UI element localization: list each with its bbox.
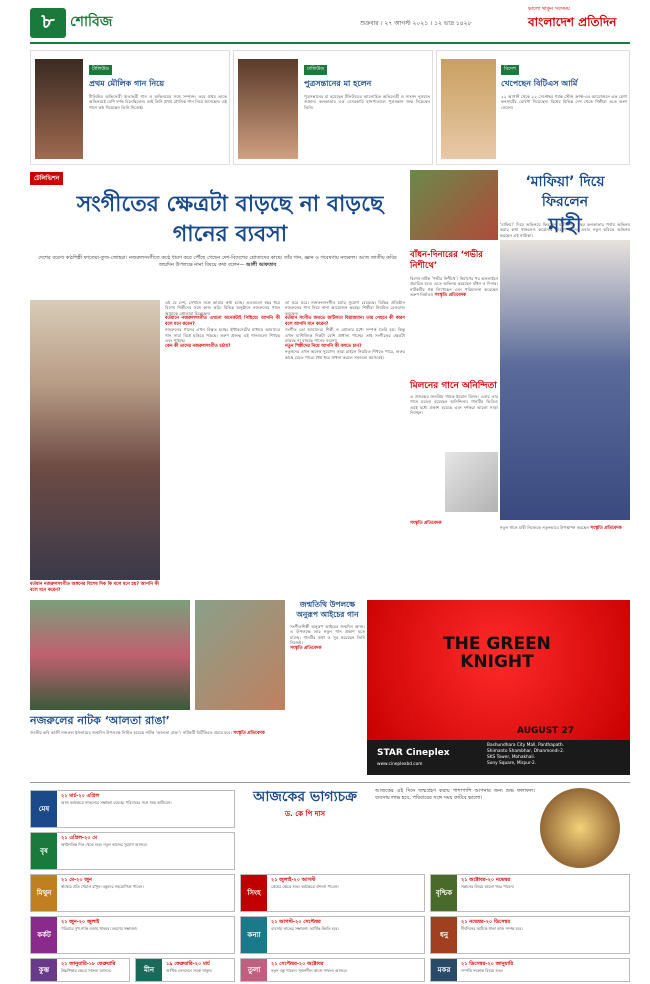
horoscope-author: ড. কে পি দাস [285, 810, 325, 818]
story-tag: ঢালিউড [304, 65, 327, 75]
drama-title: নজরুলের নাটক ‘আলতা রাঙা’ [30, 714, 170, 727]
sign-dates: ২১ মে-২০ জুন [61, 877, 92, 883]
story-column-1 [165, 300, 280, 590]
ad-title: THE GREEN KNIGHT [443, 634, 551, 672]
sign-label: কর্কট [31, 917, 57, 953]
sign-label: বৃশ্চিক [431, 875, 457, 911]
page-number: ৮ [30, 8, 66, 38]
author: আলী আফতাব [246, 262, 277, 268]
mahi-caption [500, 525, 630, 532]
horoscope-pisces [135, 958, 235, 982]
sign-label: মিথুন [31, 875, 57, 911]
credit: সংস্কৃতি প্রতিবেদক [434, 293, 467, 299]
horoscope-intro: আজকের এই দিনে জন্মগ্রহণ করায় পাশাপাশি আপনার জন্য শুভ ফলাফল। ব্যবসায় লাভ হবে, পরিবারের সঙ্গে সময় কাটবে ভালো। [375, 788, 535, 801]
intro-text: দেশের বরেণ্য কণ্ঠশিল্পী ফাতেমা-তুজ-জোহরা। নজরুলসংগীতে কণ্ঠে ধারণ করে পৌঁছে গেছেন দেশ-বিদেশের শ্রোতাদের কাছে। তাঁর গান, জ্ঞান ও গবেষণায় নজরুল। আজ জাতীয় কবির জন্মদিন উপলক্ষে নানা বিষয়ে কথা বলেন— [38, 255, 397, 268]
side-story-title: বাঁধন-দিনারের ‘গভীর নিশীথে’ [410, 250, 483, 271]
milon-text [410, 394, 498, 416]
milon-photo [445, 452, 498, 512]
birthday-text: সংগীতশিল্পী অনুরূপ আইচের জন্মদিন আজ। এ উপলক্ষে তার নতুন গান প্রকাশ হতে যাচ্ছে। গানটির কথা ও সুর করেছেন তিনি নিজেই। [290, 624, 365, 646]
credit: সংস্কৃতি প্রতিবেদক [233, 731, 265, 736]
top-story-2 [233, 50, 433, 165]
cinema-locations [487, 743, 627, 767]
paragraph: তা ঘরে ঘরে। নজরুলসংগীত চর্চার সুযোগ বেড়েছে। বিভিন্ন প্রতিষ্ঠান নজরুলের গান নিয়ে নানা আয়োজন করছে। শিল্পীরা নিয়মিত রেওয়াজ করছেন। [285, 300, 405, 316]
horoscope-virgo [240, 916, 425, 954]
horoscope-aries [30, 790, 235, 828]
story-title: খেপেছেন বিটিএস আর্মি [501, 79, 578, 88]
sign-text: প্রেমের ক্ষেত্রে শুভ। কর্মক্ষেত্রে প্রশংসা পাবেন। [271, 884, 339, 889]
main-intro [30, 255, 405, 269]
sign-text: সন্তানের বিষয়ে ভালো খবর পাবেন। [461, 884, 515, 889]
question: বর্তমানে নজরুলসংগীত এখনো অনেকটাই পিছিয়ে। আপনি কী বলে মনে করেন? [165, 316, 280, 327]
sign-text: অর্থনৈতিক দিক থেকে শুভ। নতুন কাজের সুযোগ আসবে। [61, 842, 147, 847]
birthday-title: জন্মতিথি উপলক্ষে অনুরূপ আইচের গান [296, 600, 359, 619]
drama-photo [30, 600, 190, 710]
masthead [0, 0, 650, 50]
horoscope-taurus [30, 832, 235, 870]
sign-dates: ২১ সেপ্টেম্বর-২০ অক্টোবর [271, 961, 324, 967]
location-item: SKS Tower, Mohakhali. [487, 755, 536, 760]
story-title: পুত্রসন্তানের মা হলেন [304, 79, 372, 88]
story-tag: টালিউড [89, 65, 112, 75]
mahi-title-name: মাহী [548, 213, 582, 237]
sign-label: কন্যা [241, 917, 267, 953]
photo-caption: বর্তমান নজরুলসংগীত অঙ্গনের বিশেষ দিক কি বলে মনে হয়? আপনি কী বলে মনে করেন? [30, 582, 159, 593]
horoscope-scorpio [430, 874, 630, 912]
horoscope-gemini [30, 874, 235, 912]
sign-dates: ২১ এপ্রিল-২০ মে [61, 835, 98, 841]
story-photo [441, 59, 496, 159]
paragraph: এ প্রজন্মের জনপ্রিয় গায়ক ইমরান মিলন। এবার তার গানে মডেল হয়েছেন অনিন্দিতা। গানটির ভিডিও এরই মধ্যে প্রকাশ হয়েছে এবং দর্শকরা ভালো সাড়া দিচ্ছেন। [410, 394, 498, 416]
credit: সংস্কৃতি প্রতিবেদক [410, 521, 442, 526]
sign-dates: ২১ নভেম্বর-২০ ডিসেম্বর [461, 919, 511, 925]
sign-text: নতুন বন্ধু পাবেন। সৃজনশীল কাজে সাফল্য আসবে। [271, 968, 347, 973]
horoscope-header [240, 788, 370, 868]
ad-date: AUGUST 27 [517, 726, 574, 736]
sign-label: সিংহ [241, 875, 267, 911]
question: বর্তমান সংগীত জগতে জটিলতা বিরাজমান। তার পেছনে কী কারণ বলে আপনি মনে করেন? [285, 316, 405, 327]
paragraph: জাতীয় কবি কাজী নজরুল ইসলামের জন্মদিন উপলক্ষে নির্মিত হয়েছে নাটক ‘আলতা রাঙা’। নাটকটি বিটিভিতে প্রচার হবে। [30, 730, 232, 735]
paragraph: নতুনদের এখন অনেক সুযোগ। তারা চাইলে নিয়মিত শিখতে পারে, গুরুর কাছে যেতে পারে। ধৈর্য ধরে সাধনা করলে সফলতা আসবেই। [285, 349, 405, 360]
story-tag: টেলিভিশন [30, 172, 63, 185]
question: নতুন শিল্পীদের নিয়ে আপনি কী বলতে চান? [285, 343, 362, 349]
sign-label: মীন [136, 959, 162, 981]
sign-dates: ১৯ ফেব্রুয়ারি-২০ মার্চ [166, 961, 210, 967]
side-story-photo [410, 170, 498, 240]
story-text: ২২ আগস্ট থেকে ২২ সেপ্টেম্বর পর্যন্ত স্টেজ ক্রাফ্ট-এর আয়োজনে এক মেগা কনসার্টের ঘোষণা দিয়েছেন। বিশ্বের বিভিন্ন দেশ থেকে শিল্পীরা এতে অংশ নেবেন। [501, 94, 627, 110]
location-item: Bashundhara City Mall, Panthapath. [487, 743, 565, 748]
sign-dates: ২১ অক্টোবর-২০ নভেম্বর [461, 877, 511, 883]
logo-tagline: ভালো থাকুন সবসময় [528, 6, 570, 12]
drama-photo-2 [195, 600, 285, 710]
sign-label: মেষ [31, 791, 57, 827]
movie-advertisement[interactable] [367, 600, 630, 775]
sign-text: পরিবারে সুখ-শান্তি বজায় থাকবে। ভ্রমণের সম্ভাবনা। [61, 926, 138, 931]
horoscope-aquarius [30, 958, 130, 982]
sign-label: কুম্ভ [31, 959, 57, 981]
cinema-name: STAR Cineplex [377, 748, 450, 758]
horoscope-capricorn [430, 958, 630, 982]
sign-text: ব্যবসায় লাভের সম্ভাবনা। আর্থিক উন্নতি হবে। [271, 926, 339, 931]
sign-dates: ২১ মার্চ-২০ এপ্রিল [61, 793, 100, 799]
drama-text [30, 730, 360, 737]
story-column-2 [285, 300, 405, 590]
horoscope-sagittarius [430, 916, 630, 954]
mahi-title-top: ‘মাফিয়া’ দিয়ে ফিরলেন [525, 174, 605, 210]
top-story-1 [30, 50, 230, 165]
story-title: প্রথম মৌলিক গান নিয়ে [89, 79, 165, 88]
milon-title: মিলনের গানে অনিন্দিতা [410, 381, 497, 391]
horoscope-rule [30, 782, 630, 783]
sign-text: স্বাস্থ্যের প্রতি খেয়াল রাখুন। বন্ধুদের সহযোগিতা পাবেন। [61, 884, 144, 889]
horoscope-leo [240, 874, 425, 912]
side-story-text [410, 276, 498, 299]
question: কেন কী তাদের নজরুলসংগীত চর্চায়? [165, 343, 231, 349]
main-story-photo [30, 300, 160, 580]
story-tag: বিদেশ [501, 65, 519, 75]
header-rule [30, 42, 630, 44]
sign-text: উচ্চশিক্ষার ক্ষেত্রে সাফল্য আসবে। [61, 968, 112, 973]
sign-text: সম্পত্তি সংক্রান্ত বিষয়ে শুভ। [461, 968, 503, 973]
story-text: পুত্রসন্তানের মা হয়েছেন টলিউডের আলোচিত অভিনেত্রী ও সাংসদ নুসরাত জাহান। কলকাতার এক বেসরকারি হাসপাতালে পুত্রসন্তান জন্ম দিয়েছেন তিনি। [304, 94, 430, 110]
caption: নতুন গানে মাহী নিজেকে নতুনভাবে উপস্থাপন করছেন [500, 525, 589, 530]
story-text: টালিউড অভিনেত্রী ঋতাভরী গান ও অভিনয়ের সঙ্গে সম্পৃক্ত। তবে প্রথম তাকে অভিনয়েই বেশি দর্শক চিনেছিলেন। তাই তিনি প্রথম মৌলিক গান নিয়ে আসছেন। এই গানে কণ্ঠ দিয়েছেন তিনি নিজেই। [89, 94, 227, 110]
sign-dates: ২১ ডিসেম্বর-২০ জানুয়ারি [461, 961, 514, 967]
location-item: Sony Square, Mirpur-2. [487, 761, 537, 766]
sign-text: আজ কর্মক্ষেত্রে সাফল্যের সম্ভাবনা রয়েছে। পরিবারের সঙ্গে সময় কাটাবেন। [61, 800, 172, 805]
story-photo [238, 59, 298, 159]
birthday-story [290, 600, 365, 651]
story-photo [35, 59, 83, 159]
sign-dates: ২১ জানুয়ারি-১৮ ফেব্রুয়ারি [61, 961, 116, 967]
sign-dates: ২১ জুলাই-২০ আগস্ট [271, 877, 316, 883]
sign-dates: ২১ জুন-২০ জুলাই [61, 919, 100, 925]
sign-label: মকর [431, 959, 457, 981]
logo-text: বাংলাদেশ প্রতিদিন [528, 15, 617, 29]
paragraph: এই যে দেশ, সেখানে সঙ্গে আমার কথা হচ্ছে। এতগুলো বছর ধরে বিশেষ শিল্পীদের সঙ্গে কাজ করি। বিভিন্ন অনুষ্ঠানে নজরুলের গানে আমাকে শ্রোতারা চিনেছেন। [165, 300, 280, 316]
horoscope-libra [240, 958, 425, 982]
newspaper-logo [528, 6, 628, 36]
sign-text: আর্থিক লেনদেনে সতর্ক থাকুন। [166, 968, 213, 973]
zodiac-wheel-icon [540, 788, 620, 868]
cinema-website: www.cineplexbd.com [377, 762, 423, 767]
mahi-photo [500, 240, 630, 520]
issue-date: শুক্রবার । ২৭ আগস্ট ২০২১ । ১২ ভাদ্র ১৪২৮ [360, 20, 472, 27]
ad-footer [367, 740, 630, 775]
sign-text: দীর্ঘদিনের আটকে থাকা কাজ সম্পন্ন হবে। [461, 926, 523, 931]
sign-label: বৃষ [31, 833, 57, 869]
paragraph: নজরুলের গানের এখন বিস্তৃত হচ্ছে। ইন্টারনেটের মাধ্যমে আমাদের গান সারা বিশ্বে ছড়িয়ে পড়ছে। তরুণ প্রজন্ম এই গানগুলো শিখছে এবং গাইছে। [165, 327, 280, 344]
sign-label: ধনু [431, 917, 457, 953]
paragraph: সংগীত তো আমাদের। শিল্পী ও শ্রোতার মধ্যে সম্পর্ক তৈরি হয়। কিন্তু এখন বাণিজ্যিক দিকটা বেশি প্রাধান্য পাচ্ছে। তাই সংগীতের ক্ষেত্রটা বাড়ছে না বাড়ছে গানের ব্যবসা। [285, 327, 405, 344]
location-item: Shimanto Shambhar, Dhanmondi-2. [487, 749, 565, 754]
main-headline: সংগীতের ক্ষেত্রটা বাড়ছে না বাড়ছে গানের ব্যবসা [76, 192, 384, 247]
section-title: শোবিজ [70, 14, 113, 30]
top-story-3 [436, 50, 630, 165]
credit: সংস্কৃতি প্রতিবেদক [290, 645, 322, 651]
milon-credit [410, 520, 498, 527]
paragraph: বিশেষ নাটক ‘গভীর নিশীথে’। নির্মাণের পর অনলাইনে প্রচারিত হবে। এতে অভিনয় করেছেন বাঁধন ও দিনার। নাটকটির গল্প লিখেছেন এবং পরিচালনা করেছেন তরুণ নির্মাতা। [410, 276, 498, 298]
mahi-text: ‘মাফিয়া’ দিয়ে অভিনয়ে ফিরলেন মাহী। গত বছর কলকাতার পর্দায় অভিনয় করার কথা থাকলেও করোনার কারণে হয়নি। এবার নতুন ছবিতে অভিনয় করছেন এই নায়িকা। [500, 222, 630, 238]
horoscope-title: আজকের ভাগ্যচক্র [253, 789, 357, 805]
sign-label: তুলা [241, 959, 267, 981]
credit: সংস্কৃতি প্রতিবেদক [590, 526, 622, 531]
sign-dates: ২১ আগস্ট-২০ সেপ্টেম্বর [271, 919, 321, 925]
horoscope-cancer [30, 916, 235, 954]
